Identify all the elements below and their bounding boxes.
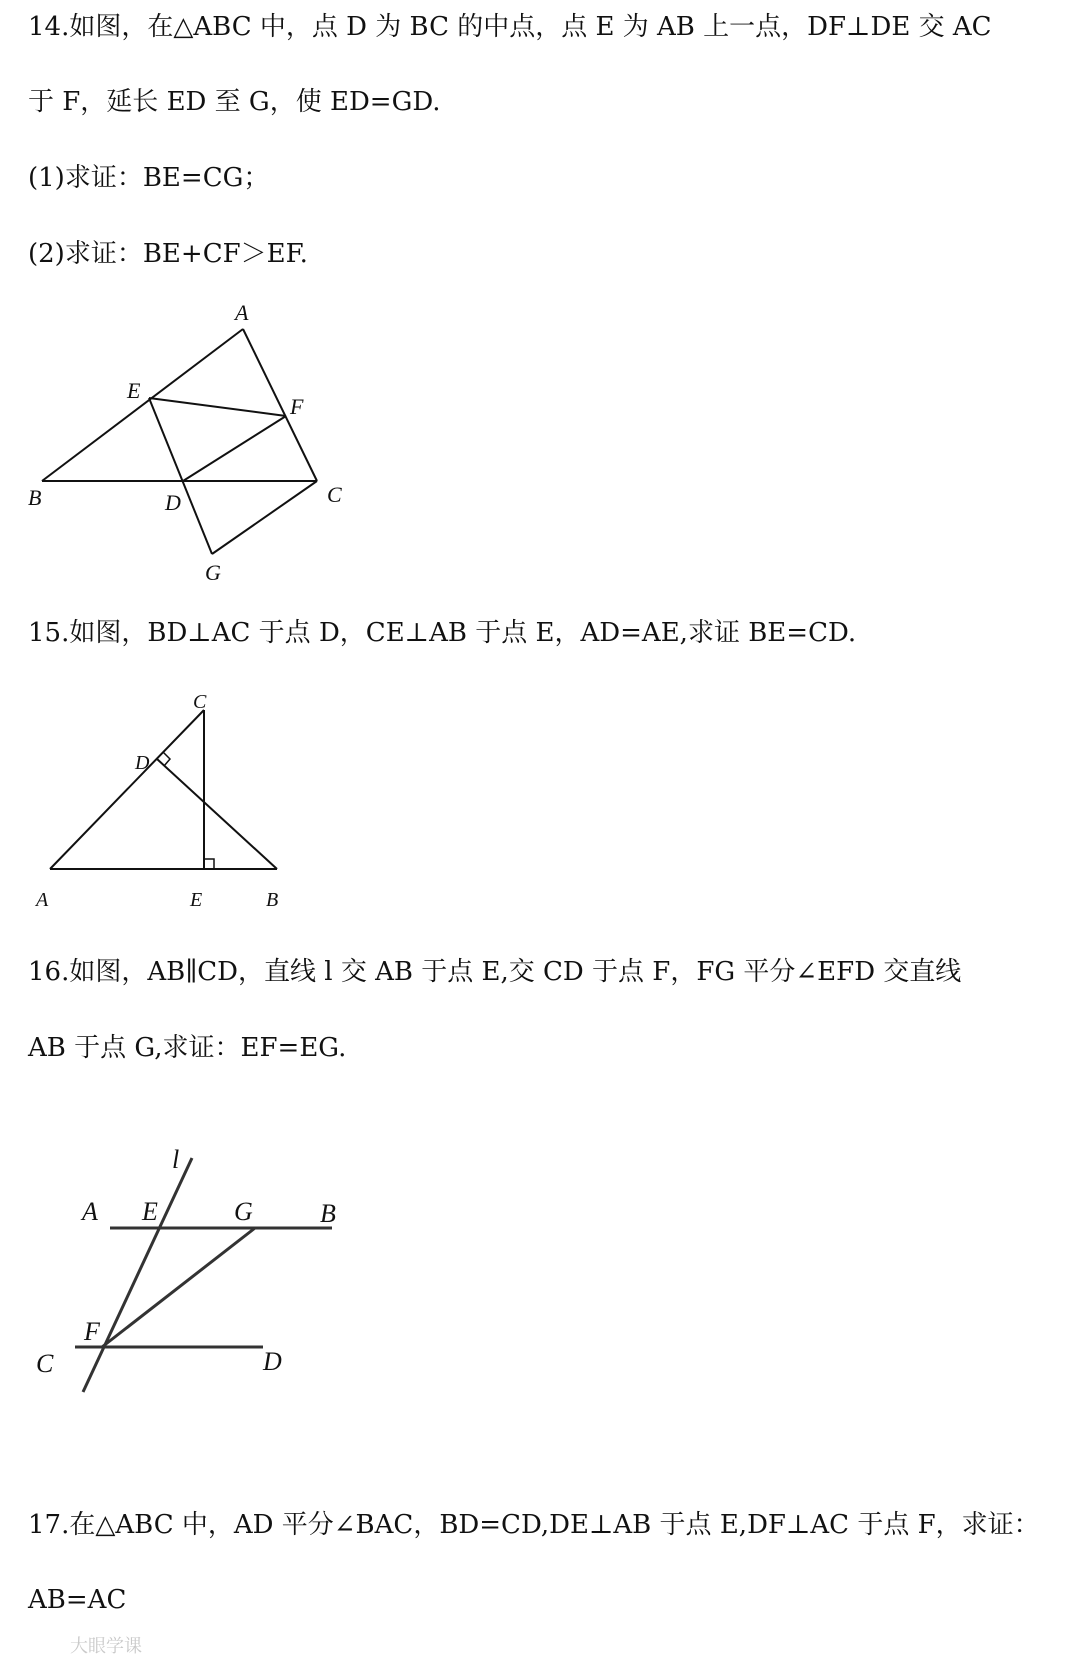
label-e: E: [190, 889, 203, 911]
watermark: 大眼学课: [70, 1636, 142, 1657]
problem-14-line-1: 14.如图，在△ABC 中，点 D 为 BC 的中点，点 E 为 AB 上一点，DF⊥DE 交 AC: [28, 12, 992, 42]
problem-16-line-1: 16.如图，AB∥CD，直线 l 交 AB 于点 E,交 CD 于点 F，FG 平分∠EFD 交直线: [28, 957, 962, 987]
right-angle-mark-e: [204, 859, 214, 869]
problem-15-figure: [20, 680, 320, 915]
label-l: l: [172, 1145, 180, 1174]
label-d: D: [135, 752, 150, 774]
label-b: B: [266, 889, 279, 911]
label-d: D: [165, 490, 181, 515]
label-d: D: [263, 1347, 282, 1376]
label-c: C: [327, 482, 342, 507]
segment-ac: [243, 329, 317, 481]
segment-ef: [149, 398, 286, 416]
segment-fg: [102, 1228, 255, 1347]
problem-14-figure: [20, 290, 360, 595]
right-angle-mark-d: [163, 752, 170, 766]
problem-14-part-2: (2)求证：BE+CF＞EF.: [28, 239, 308, 269]
segment-ac: [50, 710, 204, 869]
label-g: G: [234, 1197, 253, 1226]
problem-16-figure: [20, 1100, 390, 1425]
line-l: [83, 1158, 192, 1392]
label-c: C: [36, 1349, 54, 1378]
label-b: B: [28, 485, 42, 510]
label-g: G: [205, 560, 221, 585]
label-e: E: [142, 1197, 158, 1226]
label-a: A: [82, 1197, 98, 1226]
label-a: A: [235, 300, 249, 325]
label-f: F: [84, 1317, 100, 1346]
label-e: E: [127, 378, 141, 403]
problem-15-line-1: 15.如图，BD⊥AC 于点 D，CE⊥AB 于点 E，AD=AE,求证 BE=CD.: [28, 618, 857, 648]
label-b: B: [320, 1199, 336, 1228]
problem-17-line-2: AB=AC: [28, 1585, 127, 1615]
segment-eg: [149, 398, 212, 554]
problem-14-part-1: (1)求证：BE=CG；: [28, 163, 270, 193]
segment-df: [183, 416, 286, 481]
problem-17-line-1: 17.在△ABC 中，AD 平分∠BAC，BD=CD,DE⊥AB 于点 E,DF⊥AC 于点 F，求证：: [28, 1510, 1040, 1540]
label-f: F: [290, 394, 304, 419]
problem-14-line-2: 于 F，延长 ED 至 G，使 ED=GD.: [28, 87, 441, 117]
label-c: C: [193, 691, 207, 713]
segment-ab: [42, 329, 243, 481]
segment-db: [157, 759, 277, 869]
label-a: A: [36, 889, 49, 911]
problem-16-line-2: AB 于点 G,求证：EF=EG.: [28, 1033, 347, 1063]
segment-gc: [212, 481, 317, 554]
